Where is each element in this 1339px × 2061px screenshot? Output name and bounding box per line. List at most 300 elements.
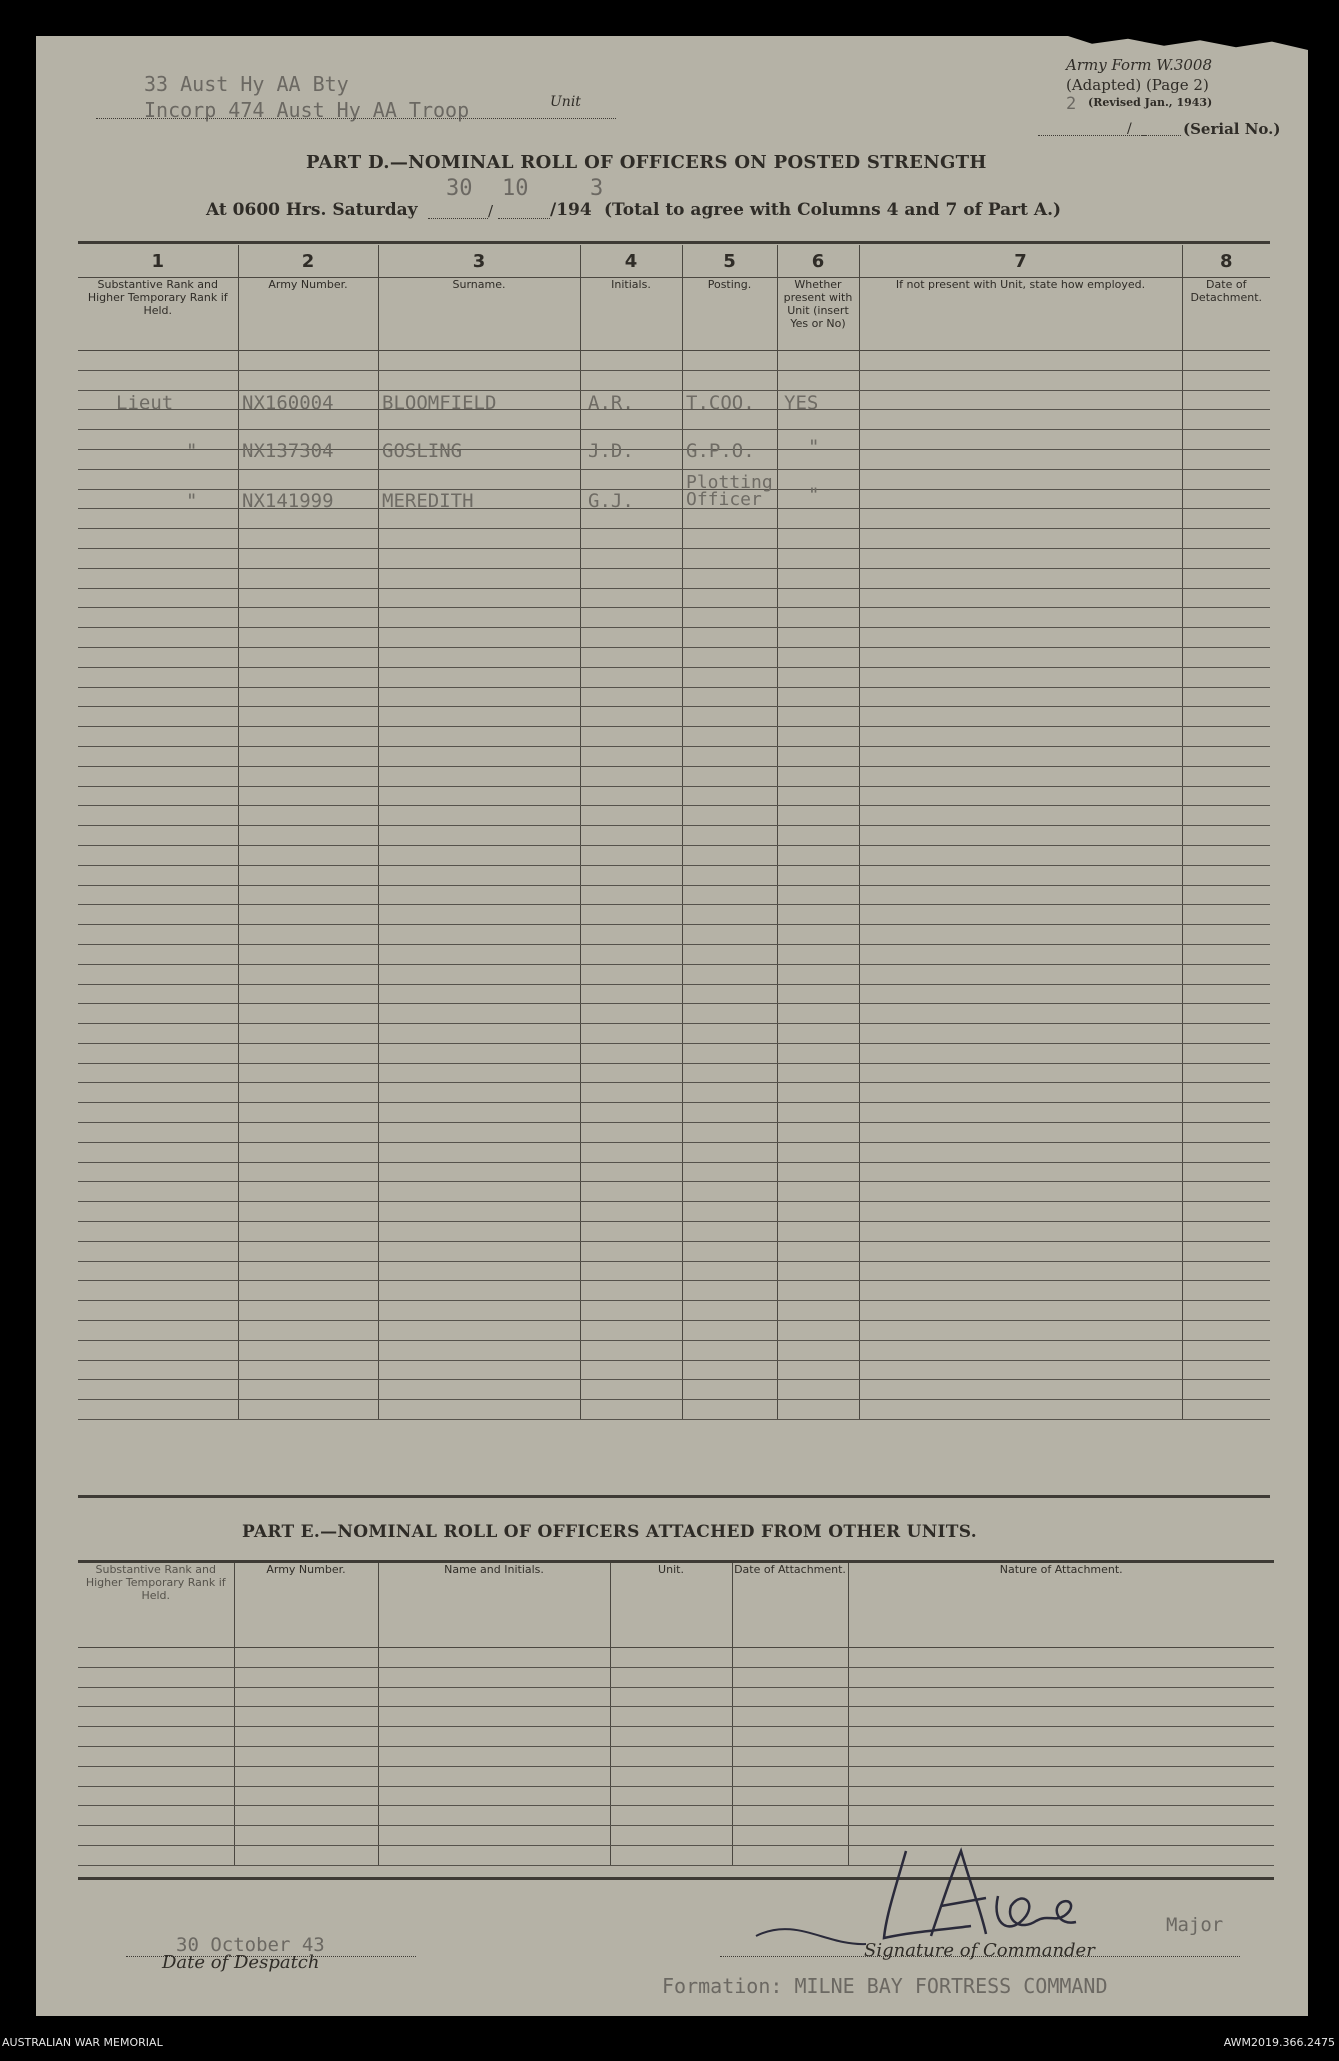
table-cell	[682, 370, 777, 390]
table-cell	[580, 1340, 682, 1360]
e-header-nature: Nature of Attachment.	[848, 1563, 1274, 1648]
part-d-bottom-rule	[78, 1495, 1270, 1498]
table-cell	[859, 925, 1182, 945]
date-separator: /	[488, 202, 494, 220]
table-cell	[682, 984, 777, 1004]
table-cell	[238, 1360, 378, 1380]
table-cell	[682, 1380, 777, 1400]
table-cell	[682, 1202, 777, 1222]
table-cell	[859, 687, 1182, 707]
table-cell	[378, 1845, 610, 1865]
table-cell	[610, 1766, 732, 1786]
table-row	[78, 1063, 1270, 1083]
table-cell	[682, 944, 777, 964]
table-cell	[78, 628, 238, 648]
table-cell	[848, 1786, 1274, 1806]
table-cell	[378, 529, 580, 549]
serial-separator: /	[1127, 121, 1132, 137]
table-cell	[580, 905, 682, 925]
table-cell	[78, 568, 238, 588]
table-cell	[238, 1281, 378, 1301]
table-cell	[610, 1667, 732, 1687]
table-cell	[777, 1043, 859, 1063]
table-cell	[848, 1727, 1274, 1747]
table-cell	[580, 727, 682, 747]
table-cell	[378, 1321, 580, 1341]
row-2-rank: "	[186, 440, 198, 462]
table-cell	[238, 865, 378, 885]
table-cell	[378, 845, 580, 865]
table-cell	[234, 1845, 378, 1865]
table-cell	[1182, 1024, 1270, 1044]
table-cell	[682, 1162, 777, 1182]
table-cell	[777, 1261, 859, 1281]
revised-number: 2	[1066, 94, 1077, 114]
table-cell	[1182, 1360, 1270, 1380]
table-cell	[234, 1806, 378, 1826]
table-row	[78, 766, 1270, 786]
table-cell	[777, 647, 859, 667]
table-cell	[1182, 647, 1270, 667]
table-cell	[732, 1746, 848, 1766]
year-prefix: /194	[550, 200, 592, 220]
table-cell	[1182, 1400, 1270, 1420]
e-header-unit: Unit.	[610, 1563, 732, 1648]
row-3-initials: G.J.	[588, 490, 634, 512]
table-cell	[777, 1321, 859, 1341]
table-cell	[1182, 1103, 1270, 1123]
table-cell	[78, 707, 238, 727]
table-cell	[580, 1321, 682, 1341]
table-cell	[859, 469, 1182, 489]
table-cell	[78, 1648, 234, 1668]
table-cell	[78, 529, 238, 549]
table-cell	[682, 529, 777, 549]
table-cell	[732, 1786, 848, 1806]
table-row	[78, 1380, 1270, 1400]
table-cell	[848, 1707, 1274, 1727]
e-header-army-number: Army Number.	[234, 1563, 378, 1648]
header-surname: Surname.	[378, 278, 580, 351]
table-cell	[580, 1162, 682, 1182]
table-cell	[1182, 964, 1270, 984]
table-cell	[1182, 370, 1270, 390]
table-cell	[580, 826, 682, 846]
footer-accession: AWM2019.366.2475	[1223, 2036, 1335, 2049]
table-cell	[234, 1667, 378, 1687]
commander-signature	[736, 1826, 1156, 1956]
table-cell	[378, 1826, 610, 1846]
table-cell	[732, 1806, 848, 1826]
table-cell	[78, 1063, 238, 1083]
table-cell	[859, 509, 1182, 529]
header-posting: Posting.	[682, 278, 777, 351]
table-cell	[238, 1261, 378, 1281]
table-row	[78, 1281, 1270, 1301]
table-cell	[777, 588, 859, 608]
table-cell	[580, 1281, 682, 1301]
table-cell	[238, 1301, 378, 1321]
table-cell	[234, 1648, 378, 1668]
table-cell	[1182, 905, 1270, 925]
row-2-surname: GOSLING	[382, 440, 463, 462]
table-cell	[682, 667, 777, 687]
table-cell	[378, 628, 580, 648]
table-cell	[682, 806, 777, 826]
table-cell	[238, 1222, 378, 1242]
table-cell	[777, 667, 859, 687]
table-cell	[1182, 1340, 1270, 1360]
table-cell	[378, 806, 580, 826]
table-cell	[234, 1707, 378, 1727]
table-cell	[1182, 1142, 1270, 1162]
table-cell	[238, 1063, 378, 1083]
header-army-number: Army Number.	[238, 278, 378, 351]
table-cell	[78, 1766, 234, 1786]
table-cell	[238, 826, 378, 846]
table-cell	[378, 1261, 580, 1281]
table-cell	[78, 1826, 234, 1846]
table-cell	[580, 529, 682, 549]
table-cell	[859, 1103, 1182, 1123]
table-row	[78, 608, 1270, 628]
table-cell	[777, 529, 859, 549]
table-cell	[378, 1727, 610, 1747]
table-cell	[78, 1321, 238, 1341]
at-hours-label: At 0600 Hrs. Saturday	[206, 200, 418, 220]
table-cell	[378, 1648, 610, 1668]
table-cell	[580, 885, 682, 905]
despatch-date-typed: 30 October 43	[176, 1934, 325, 1956]
table-cell	[580, 667, 682, 687]
table-cell	[1182, 1162, 1270, 1182]
table-row	[78, 925, 1270, 945]
table-cell	[859, 707, 1182, 727]
table-cell	[378, 1766, 610, 1786]
table-row	[78, 1766, 1274, 1786]
table-cell	[378, 588, 580, 608]
table-cell	[859, 1182, 1182, 1202]
table-cell	[378, 1142, 580, 1162]
table-cell	[859, 628, 1182, 648]
table-cell	[238, 608, 378, 628]
row-2-initials: J.D.	[588, 440, 634, 462]
row-1-present: YES	[784, 392, 819, 414]
row-2-posting: G.P.O.	[686, 440, 755, 462]
table-cell	[848, 1687, 1274, 1707]
row-1-rank: Lieut	[116, 392, 174, 414]
date-year: 3	[590, 176, 604, 201]
table-row	[78, 1687, 1274, 1707]
header-present: Whether present with Unit (insert Yes or No)	[777, 278, 859, 351]
table-row	[78, 1202, 1270, 1222]
row-1-number: NX160004	[242, 392, 334, 414]
table-cell	[777, 628, 859, 648]
table-cell	[238, 707, 378, 727]
table-cell	[610, 1727, 732, 1747]
table-row	[78, 984, 1270, 1004]
table-cell	[1182, 1063, 1270, 1083]
table-cell	[78, 1340, 238, 1360]
table-cell	[859, 608, 1182, 628]
table-cell	[78, 1202, 238, 1222]
table-cell	[78, 944, 238, 964]
row-3-surname: MEREDITH	[382, 490, 474, 512]
table-cell	[238, 1202, 378, 1222]
table-cell	[682, 1043, 777, 1063]
table-cell	[610, 1786, 732, 1806]
table-cell	[238, 925, 378, 945]
table-row	[78, 687, 1270, 707]
table-cell	[238, 529, 378, 549]
table-cell	[580, 588, 682, 608]
table-cell	[777, 806, 859, 826]
table-cell	[580, 1103, 682, 1123]
table-cell	[859, 1301, 1182, 1321]
table-cell	[378, 786, 580, 806]
table-cell	[859, 905, 1182, 925]
table-row	[78, 1707, 1274, 1727]
table-row	[78, 1004, 1270, 1024]
table-row	[78, 1360, 1270, 1380]
table-cell	[238, 1162, 378, 1182]
table-cell	[378, 925, 580, 945]
header-how-employed: If not present with Unit, state how employed.	[859, 278, 1182, 351]
table-cell	[1182, 1261, 1270, 1281]
table-cell	[580, 1380, 682, 1400]
table-cell	[859, 1083, 1182, 1103]
table-cell	[238, 1123, 378, 1143]
table-row	[78, 1142, 1270, 1162]
table-row	[78, 588, 1270, 608]
table-cell	[732, 1727, 848, 1747]
table-cell	[378, 766, 580, 786]
table-cell	[378, 707, 580, 727]
table-cell	[859, 1162, 1182, 1182]
table-row	[78, 1806, 1274, 1826]
table-cell	[1182, 390, 1270, 410]
table-cell	[859, 746, 1182, 766]
unit-dotted-line	[96, 118, 616, 119]
table-row	[78, 351, 1270, 371]
table-cell	[777, 905, 859, 925]
table-cell	[682, 1400, 777, 1420]
table-cell	[378, 984, 580, 1004]
table-cell	[78, 1746, 234, 1766]
table-cell	[378, 1707, 610, 1727]
table-cell	[610, 1687, 732, 1707]
table-cell	[78, 727, 238, 747]
serial-label: (Serial No.)	[1183, 120, 1281, 138]
table-cell	[777, 1063, 859, 1083]
e-header-attachment-date: Date of Attachment.	[732, 1563, 848, 1648]
table-cell	[859, 1400, 1182, 1420]
table-cell	[610, 1746, 732, 1766]
col-number-3: 3	[378, 245, 580, 278]
unit-line-1: 33 Aust Hy AA Bty	[144, 72, 349, 96]
table-cell	[1182, 746, 1270, 766]
table-cell	[378, 1400, 580, 1420]
part-d-top-rule	[78, 241, 1270, 244]
footer-institution: AUSTRALIAN WAR MEMORIAL	[2, 2036, 163, 2049]
table-row	[78, 905, 1270, 925]
table-cell	[580, 351, 682, 371]
table-cell	[682, 925, 777, 945]
table-cell	[78, 1360, 238, 1380]
table-cell	[580, 1063, 682, 1083]
table-cell	[78, 1786, 234, 1806]
table-cell	[777, 964, 859, 984]
table-cell	[580, 1301, 682, 1321]
table-cell	[378, 1667, 610, 1687]
table-cell	[238, 1182, 378, 1202]
table-cell	[238, 351, 378, 371]
table-cell	[1182, 766, 1270, 786]
table-cell	[238, 1083, 378, 1103]
table-row	[78, 1786, 1274, 1806]
table-cell	[610, 1826, 732, 1846]
table-cell	[378, 727, 580, 747]
table-cell	[78, 1142, 238, 1162]
table-row	[78, 746, 1270, 766]
table-cell	[859, 826, 1182, 846]
table-cell	[78, 370, 238, 390]
table-cell	[78, 1707, 234, 1727]
table-cell	[580, 1202, 682, 1222]
row-3-posting: Plotting Officer	[686, 472, 773, 510]
table-cell	[1182, 786, 1270, 806]
table-cell	[234, 1826, 378, 1846]
table-cell	[78, 449, 238, 469]
table-row	[78, 548, 1270, 568]
commander-rank: Major	[1166, 1914, 1224, 1936]
table-cell	[580, 548, 682, 568]
table-row	[78, 647, 1270, 667]
date-day-line	[428, 218, 488, 219]
table-cell	[238, 687, 378, 707]
table-cell	[78, 1182, 238, 1202]
table-cell	[777, 687, 859, 707]
table-cell	[238, 1043, 378, 1063]
table-row	[78, 469, 1270, 489]
table-cell	[1182, 687, 1270, 707]
table-row	[78, 370, 1270, 390]
table-cell	[1182, 509, 1270, 529]
part-e-table	[78, 1563, 1274, 1866]
table-cell	[78, 1043, 238, 1063]
table-cell	[732, 1707, 848, 1727]
table-cell	[1182, 568, 1270, 588]
table-cell	[378, 687, 580, 707]
table-cell	[1182, 1182, 1270, 1202]
table-cell	[238, 766, 378, 786]
table-cell	[78, 608, 238, 628]
table-cell	[238, 746, 378, 766]
table-cell	[1182, 806, 1270, 826]
table-cell	[378, 1746, 610, 1766]
table-cell	[777, 766, 859, 786]
table-cell	[777, 608, 859, 628]
table-cell	[1182, 1043, 1270, 1063]
part-d-table	[78, 245, 1270, 1420]
formation: Formation: MILNE BAY FORTRESS COMMAND	[662, 1974, 1108, 1998]
table-cell	[78, 588, 238, 608]
table-cell	[580, 707, 682, 727]
table-cell	[78, 1241, 238, 1261]
table-cell	[859, 430, 1182, 450]
table-cell	[78, 1667, 234, 1687]
table-cell	[580, 647, 682, 667]
table-cell	[732, 1667, 848, 1687]
header-rank: Substantive Rank and Higher Temporary Rank if Held.	[78, 278, 238, 351]
table-cell	[682, 1083, 777, 1103]
table-cell	[78, 469, 238, 489]
table-cell	[238, 588, 378, 608]
table-cell	[859, 766, 1182, 786]
table-cell	[682, 1241, 777, 1261]
table-cell	[238, 1380, 378, 1400]
table-cell	[78, 766, 238, 786]
table-cell	[78, 1281, 238, 1301]
table-cell	[78, 489, 238, 512]
table-cell	[580, 1083, 682, 1103]
table-cell	[238, 1321, 378, 1341]
table-cell	[580, 370, 682, 390]
table-cell	[78, 1845, 234, 1865]
table-cell	[238, 1103, 378, 1123]
table-cell	[238, 647, 378, 667]
row-1-initials: A.R.	[588, 392, 634, 414]
table-cell	[682, 351, 777, 371]
table-cell	[610, 1707, 732, 1727]
table-cell	[78, 1380, 238, 1400]
table-cell	[777, 944, 859, 964]
table-cell	[1182, 944, 1270, 964]
table-cell	[859, 806, 1182, 826]
table-row	[78, 667, 1270, 687]
col-number-4: 4	[580, 245, 682, 278]
table-cell	[777, 826, 859, 846]
table-cell	[238, 964, 378, 984]
form-adapted: (Adapted) (Page 2)	[1066, 76, 1209, 94]
table-cell	[78, 905, 238, 925]
table-cell	[238, 885, 378, 905]
table-cell	[859, 351, 1182, 371]
table-cell	[682, 727, 777, 747]
table-cell	[580, 845, 682, 865]
table-cell	[859, 1043, 1182, 1063]
row-3-number: NX141999	[242, 490, 334, 512]
table-cell	[859, 1360, 1182, 1380]
table-cell	[1182, 529, 1270, 549]
table-cell	[78, 509, 238, 529]
table-cell	[78, 964, 238, 984]
table-cell	[580, 628, 682, 648]
table-cell	[378, 1281, 580, 1301]
table-cell	[777, 568, 859, 588]
table-cell	[682, 1182, 777, 1202]
table-cell	[1182, 865, 1270, 885]
torn-edge	[1068, 36, 1308, 50]
table-cell	[238, 905, 378, 925]
table-cell	[238, 1241, 378, 1261]
table-cell	[1182, 588, 1270, 608]
row-3-rank: "	[186, 490, 198, 512]
table-cell	[78, 1162, 238, 1182]
table-row	[78, 1321, 1270, 1341]
table-row	[78, 865, 1270, 885]
table-cell	[859, 410, 1182, 430]
